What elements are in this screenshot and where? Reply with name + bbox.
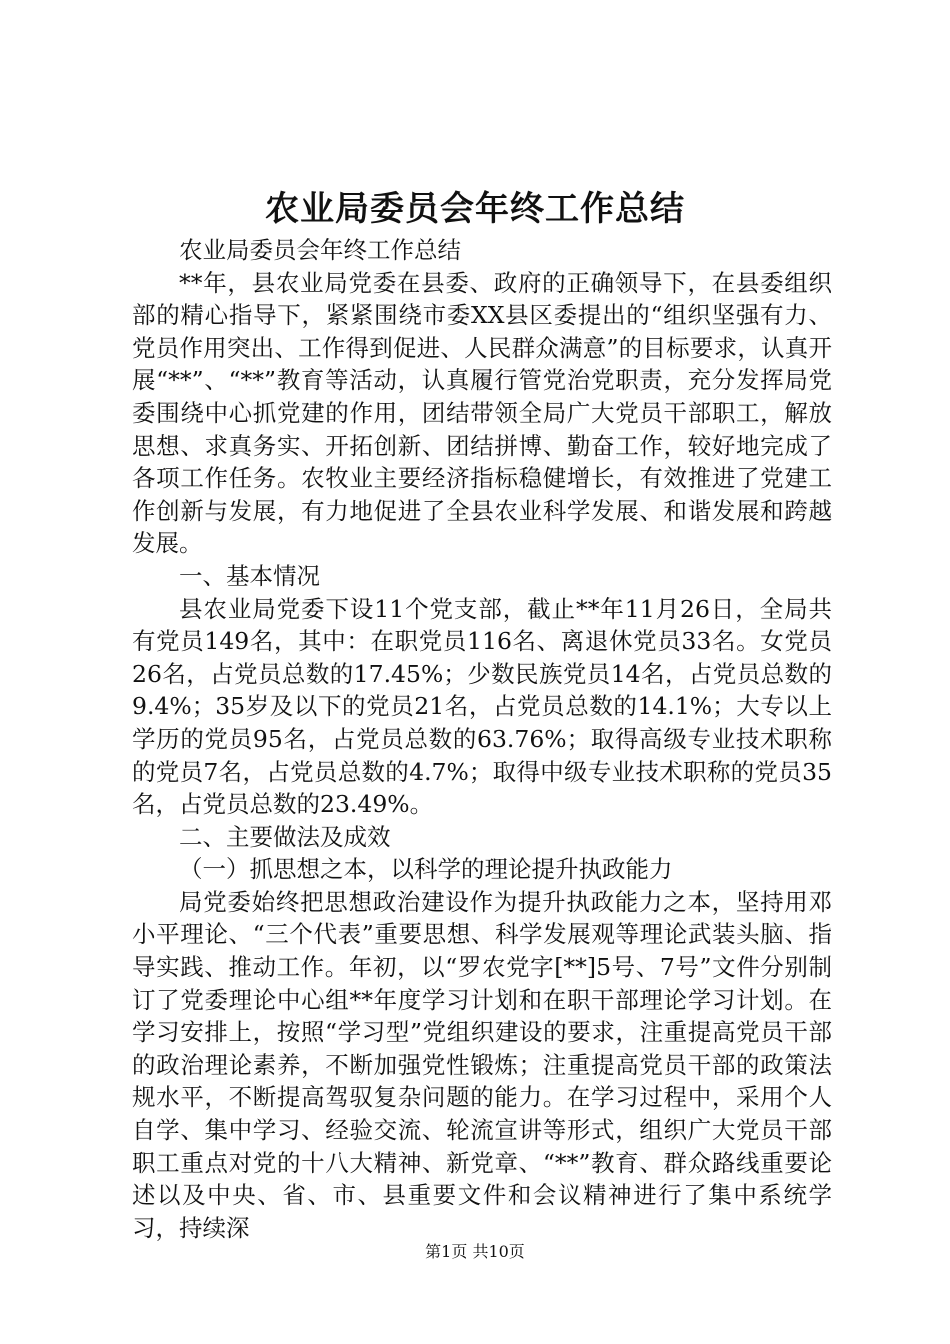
paragraph-ideology: 局党委始终把思想政治建设作为提升执政能力之本，坚持用邓小平理论、“三个代表”重要思想、科学发展观等理论武装头脑、指导实践、推动工作。年初，以“罗农党字[**]5号、7号”文件分别制订了党委理论中心组**年度学习计划和在职干部理论学习计划。在学习安排上，按照“学习型”党组织建设的要求，注重提高党员干部的政治理论素养，不断加强党性锻炼；注重提高党员干部的政策法规水平，不断提高驾驭复杂问题的能力。在学习过程中，采用个人自学、集中学习、经验交流、轮流宣讲等形式，组织广大党员干部职工重点对党的十八大精神、新党章、“**”教育、群众路线重要论述以及中央、省、市、县重要文件和会议精神进行了集中系统学习，持续深 xyxy=(132,887,832,1242)
section-heading-basic-situation: 一、基本情况 xyxy=(179,561,320,590)
section-heading-main-practices: 二、主要做法及成效 xyxy=(179,822,391,851)
paragraph-basic-situation: 县农业局党委下设11个党支部，截止**年11月26日，全局共有党员149名，其中：在职党员116名、离退休党员33名。女党员26名，占党员总数的17.45%；少数民族党员14名，占党员总数的9.4%；35岁及以下的党员21名，占党员总数的14.1%；大专以上学历的党员95名，占党员总数的63.76%；取得高级专业技术职称的党员7名，占党员总数的4.7%；取得中级专业技术职称的党员35名，占党员总数的23.49%。 xyxy=(132,594,832,819)
paragraph-subtitle: 农业局委员会年终工作总结 xyxy=(179,236,461,264)
document-body xyxy=(132,234,832,1244)
document-title: 农业局委员会年终工作总结 xyxy=(265,189,685,229)
subsection-heading-ideology: （一）抓思想之本，以科学的理论提升执政能力 xyxy=(179,855,673,884)
page-number-footer: 第1页 共10页 xyxy=(425,1242,525,1261)
paragraph-intro: **年，县农业局党委在县委、政府的正确领导下，在县委组织部的精心指导下，紧紧围绕市委XX县区委提出的“组织坚强有力、党员作用突出、工作得到促进、人民群众满意”的目标要求，认真开展“**”、“**”教育等活动，认真履行管党治党职责，充分发挥局党委围绕中心抓党建的作用，团结带领全局广大党员干部职工，解放思想、求真务实、开拓创新、团结拼博、勤奋工作，较好地完成了各项工作任务。农牧业主要经济指标稳健增长，有效推进了党建工作创新与发展，有力地促进了全县农业科学发展、和谐发展和跨越发展。 xyxy=(132,268,832,558)
